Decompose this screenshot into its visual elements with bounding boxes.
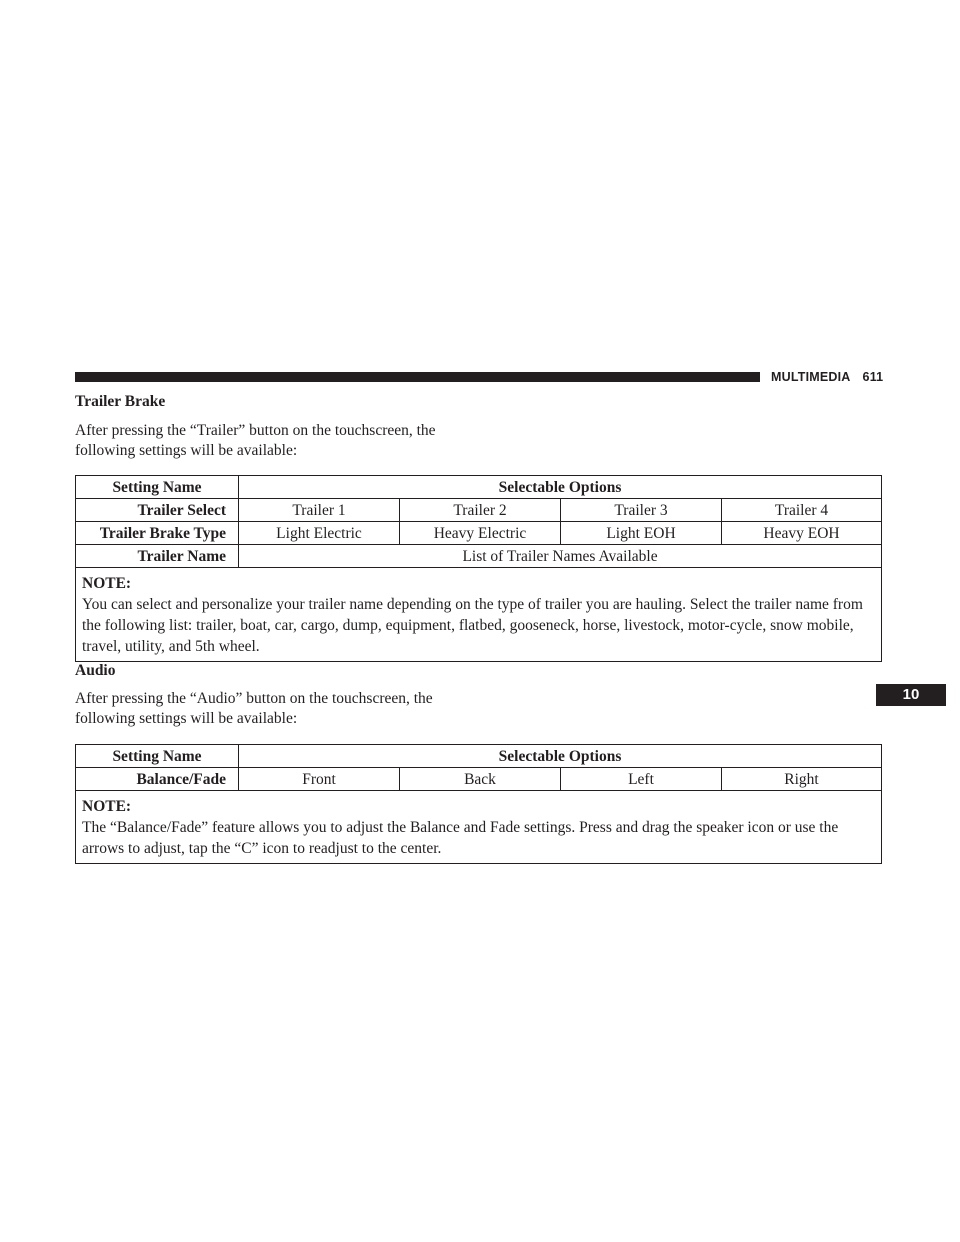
- column-header-setting-name: Setting Name: [76, 745, 239, 768]
- column-header-selectable-options: Selectable Options: [239, 476, 882, 499]
- note-text: You can select and personalize your trailer name depending on the type of trailer you are hauling. Select the trailer name from the following list: trailer, boat, car, cargo, dump, equipment, flatbed, gooseneck, horse, livestock, motor-cycle, snow mobile, travel, utility, and 5th wheel.: [82, 596, 863, 655]
- running-header: [771, 367, 883, 387]
- setting-name: Balance/Fade: [76, 768, 239, 791]
- section-title-trailer-brake: Trailer Brake: [75, 393, 166, 410]
- note-row: [76, 568, 882, 662]
- option-cell: Light Electric: [239, 522, 400, 545]
- setting-name: Trailer Brake Type: [76, 522, 239, 545]
- page-number: 611: [862, 370, 884, 384]
- table-row: [76, 499, 882, 522]
- note-cell: [76, 791, 882, 864]
- intro-audio: After pressing the “Audio” button on the touchscreen, the following settings will be available:: [75, 690, 433, 727]
- table-header-row: [76, 745, 882, 768]
- option-cell: Back: [400, 768, 561, 791]
- table-header-row: [76, 476, 882, 499]
- note-text: The “Balance/Fade” feature allows you to adjust the Balance and Fade settings. Press and drag the speaker icon or use the arrows to adjust, tap the “C” icon to readjust to the center.: [82, 819, 839, 857]
- audio-table: [75, 744, 882, 864]
- option-cell: Heavy EOH: [722, 522, 882, 545]
- table-row: [76, 768, 882, 791]
- note-title: NOTE:: [82, 798, 132, 815]
- table-row: [76, 522, 882, 545]
- trailer-brake-table: [75, 475, 882, 662]
- option-cell-span: List of Trailer Names Available: [239, 545, 882, 568]
- option-cell: Trailer 2: [400, 499, 561, 522]
- option-cell: Light EOH: [561, 522, 722, 545]
- option-cell: Trailer 3: [561, 499, 722, 522]
- setting-name: Trailer Select: [76, 499, 239, 522]
- header-section: MULTIMEDIA: [771, 370, 851, 384]
- setting-name: Trailer Name: [76, 545, 239, 568]
- option-cell: Trailer 4: [722, 499, 882, 522]
- option-cell: Trailer 1: [239, 499, 400, 522]
- intro-trailer-brake: After pressing the “Trailer” button on the touchscreen, the following settings will be available:: [75, 422, 436, 459]
- option-cell: Heavy Electric: [400, 522, 561, 545]
- option-cell: Front: [239, 768, 400, 791]
- chapter-tab: 10: [876, 684, 946, 706]
- option-cell: Left: [561, 768, 722, 791]
- header-rule: [75, 372, 760, 382]
- note-title: NOTE:: [82, 575, 132, 592]
- column-header-selectable-options: Selectable Options: [239, 745, 882, 768]
- note-row: [76, 791, 882, 864]
- column-header-setting-name: Setting Name: [76, 476, 239, 499]
- note-cell: [76, 568, 882, 662]
- option-cell: Right: [722, 768, 882, 791]
- table-row: [76, 545, 882, 568]
- section-title-audio: Audio: [75, 662, 116, 679]
